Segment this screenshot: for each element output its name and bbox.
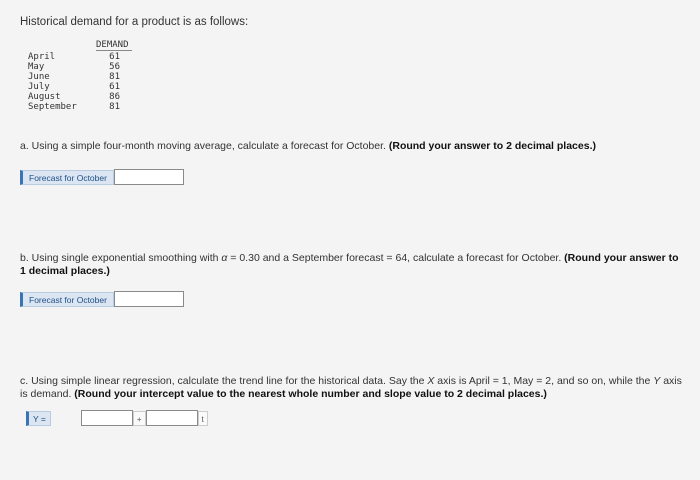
question-c-text-pre: c. Using simple linear regression, calculate the trend line for the historical data. Say the — [20, 375, 428, 387]
answer-a-group — [20, 169, 184, 185]
demand-cell: 56 — [109, 62, 120, 72]
demand-cell: 81 — [109, 72, 120, 82]
question-c — [20, 375, 685, 401]
x-axis-symbol: X — [427, 375, 435, 387]
answer-b-group — [20, 291, 184, 307]
answer-c-group — [26, 410, 208, 426]
month-cell: May — [28, 62, 45, 72]
month-cell: April — [28, 52, 56, 62]
question-c-text-post: axis is demand. — [20, 375, 682, 400]
table-header-rule — [96, 50, 132, 51]
demand-cell: 61 — [109, 52, 120, 62]
question-b — [20, 252, 680, 278]
intercept-input[interactable] — [81, 410, 133, 426]
forecast-october-label-b: Forecast for October — [20, 292, 114, 307]
demand-cell: 81 — [109, 102, 120, 112]
forecast-october-label-a: Forecast for October — [20, 170, 114, 185]
demand-cell: 61 — [109, 82, 120, 92]
question-b-text-post: = 0.30 and a September forecast = 64, calculate a forecast for October. — [227, 252, 562, 264]
question-b-instruction: (Round your answer to 1 decimal places.) — [20, 252, 679, 277]
forecast-october-input-a[interactable] — [114, 169, 184, 185]
demand-table — [28, 40, 138, 115]
table-header-demand: DEMAND — [96, 40, 129, 50]
month-cell: August — [28, 92, 61, 102]
t-variable: t — [198, 411, 208, 426]
slope-input[interactable] — [146, 410, 198, 426]
demand-cell: 86 — [109, 92, 120, 102]
month-cell: June — [28, 72, 50, 82]
question-a-instruction: (Round your answer to 2 decimal places.) — [388, 140, 596, 152]
question-b-text-pre: b. Using single exponential smoothing with — [20, 252, 222, 264]
y-equals-label: Y = — [26, 411, 51, 426]
intro-text: Historical demand for a product is as follows: — [20, 16, 249, 28]
question-c-instruction: (Round your intercept value to the nearest whole number and slope value to 2 decimal places.) — [74, 388, 547, 400]
alpha-symbol: α — [221, 252, 228, 264]
plus-sign: + — [133, 411, 146, 426]
question-a-text: a. Using a simple four-month moving average, calculate a forecast for October. — [20, 140, 386, 152]
month-cell: September — [28, 102, 77, 112]
y-axis-symbol: Y — [653, 375, 661, 387]
forecast-october-input-b[interactable] — [114, 291, 184, 307]
month-cell: July — [28, 82, 50, 92]
question-a — [20, 140, 680, 153]
question-c-text-mid: axis is April = 1, May = 2, and so on, while the — [434, 375, 654, 387]
